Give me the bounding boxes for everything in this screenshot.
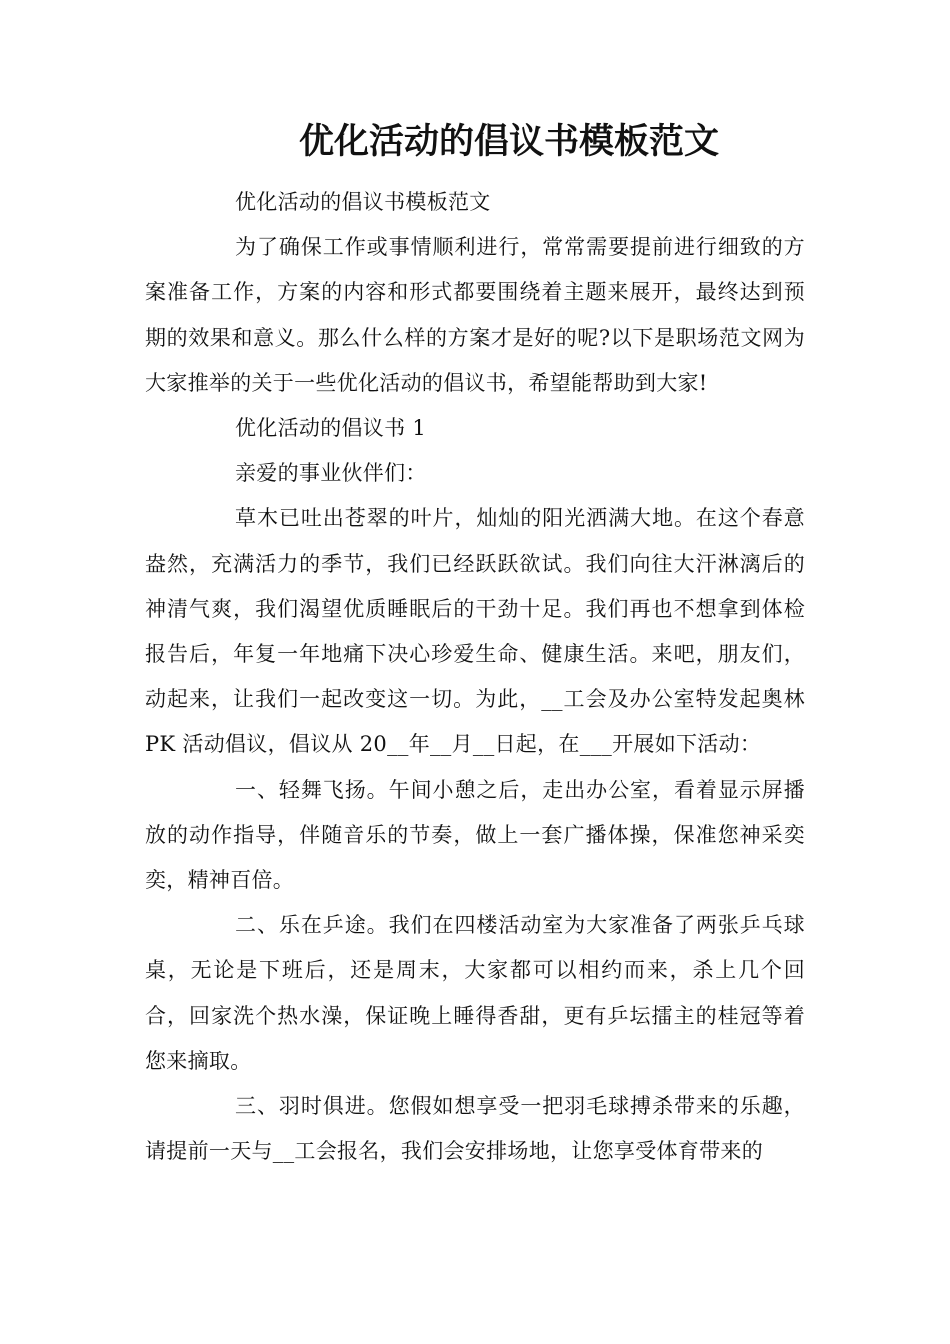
body-paragraph: 草木已吐出苍翠的叶片，灿灿的阳光洒满大地。在这个春意盎然，充满活力的季节，我们已经跃跃欲试。我们向往大汗淋漓后的神清气爽，我们渴望优质睡眠后的干劲十足。我们再也不想拿到体检报告后，年复一年地痛下决心珍爱生命、健康生活。来吧，朋友们，动起来，让我们一起改变这一切。为此，__工会及办公室特发起奥林 PK 活动倡议，倡议从 20__年__月__日起，在___开展如下活动：: [145, 506, 805, 757]
activity-item-2: 二、乐在乒途。我们在四楼活动室为大家准备了两张乒乓球桌，无论是下班后，还是周末，大家都可以相约而来，杀上几个回合，回家洗个热水澡，保证晚上睡得香甜，更有乒坛擂主的桂冠等着您来摘取。: [145, 913, 805, 1073]
document-body: [145, 180, 805, 1174]
activity-item-1: 一、轻舞飞扬。午间小憩之后，走出办公室，看着显示屏播放的动作指导，伴随音乐的节奏，做上一套广播体操，保准您神采奕奕，精神百倍。: [145, 777, 805, 893]
intro-paragraph: 为了确保工作或事情顺利进行，常常需要提前进行细致的方案准备工作，方案的内容和形式都要围绕着主题来展开，最终达到预期的效果和意义。那么什么样的方案才是好的呢?以下是职场范文网为大家推举的关于一些优化活动的倡议书，希望能帮助到大家!: [145, 235, 805, 395]
activity-item-3: 三、羽时俱进。您假如想享受一把羽毛球搏杀带来的乐趣，请提前一天与__工会报名，我们会安排场地，让您享受体育带来的: [145, 1094, 805, 1164]
section-heading-1: 优化活动的倡议书 1: [235, 416, 427, 441]
document-title: 优化活动的倡议书模板范文: [298, 122, 719, 162]
salutation: 亲爱的事业伙伴们：: [235, 461, 427, 486]
subtitle-paragraph: 优化活动的倡议书模板范文: [235, 190, 491, 214]
